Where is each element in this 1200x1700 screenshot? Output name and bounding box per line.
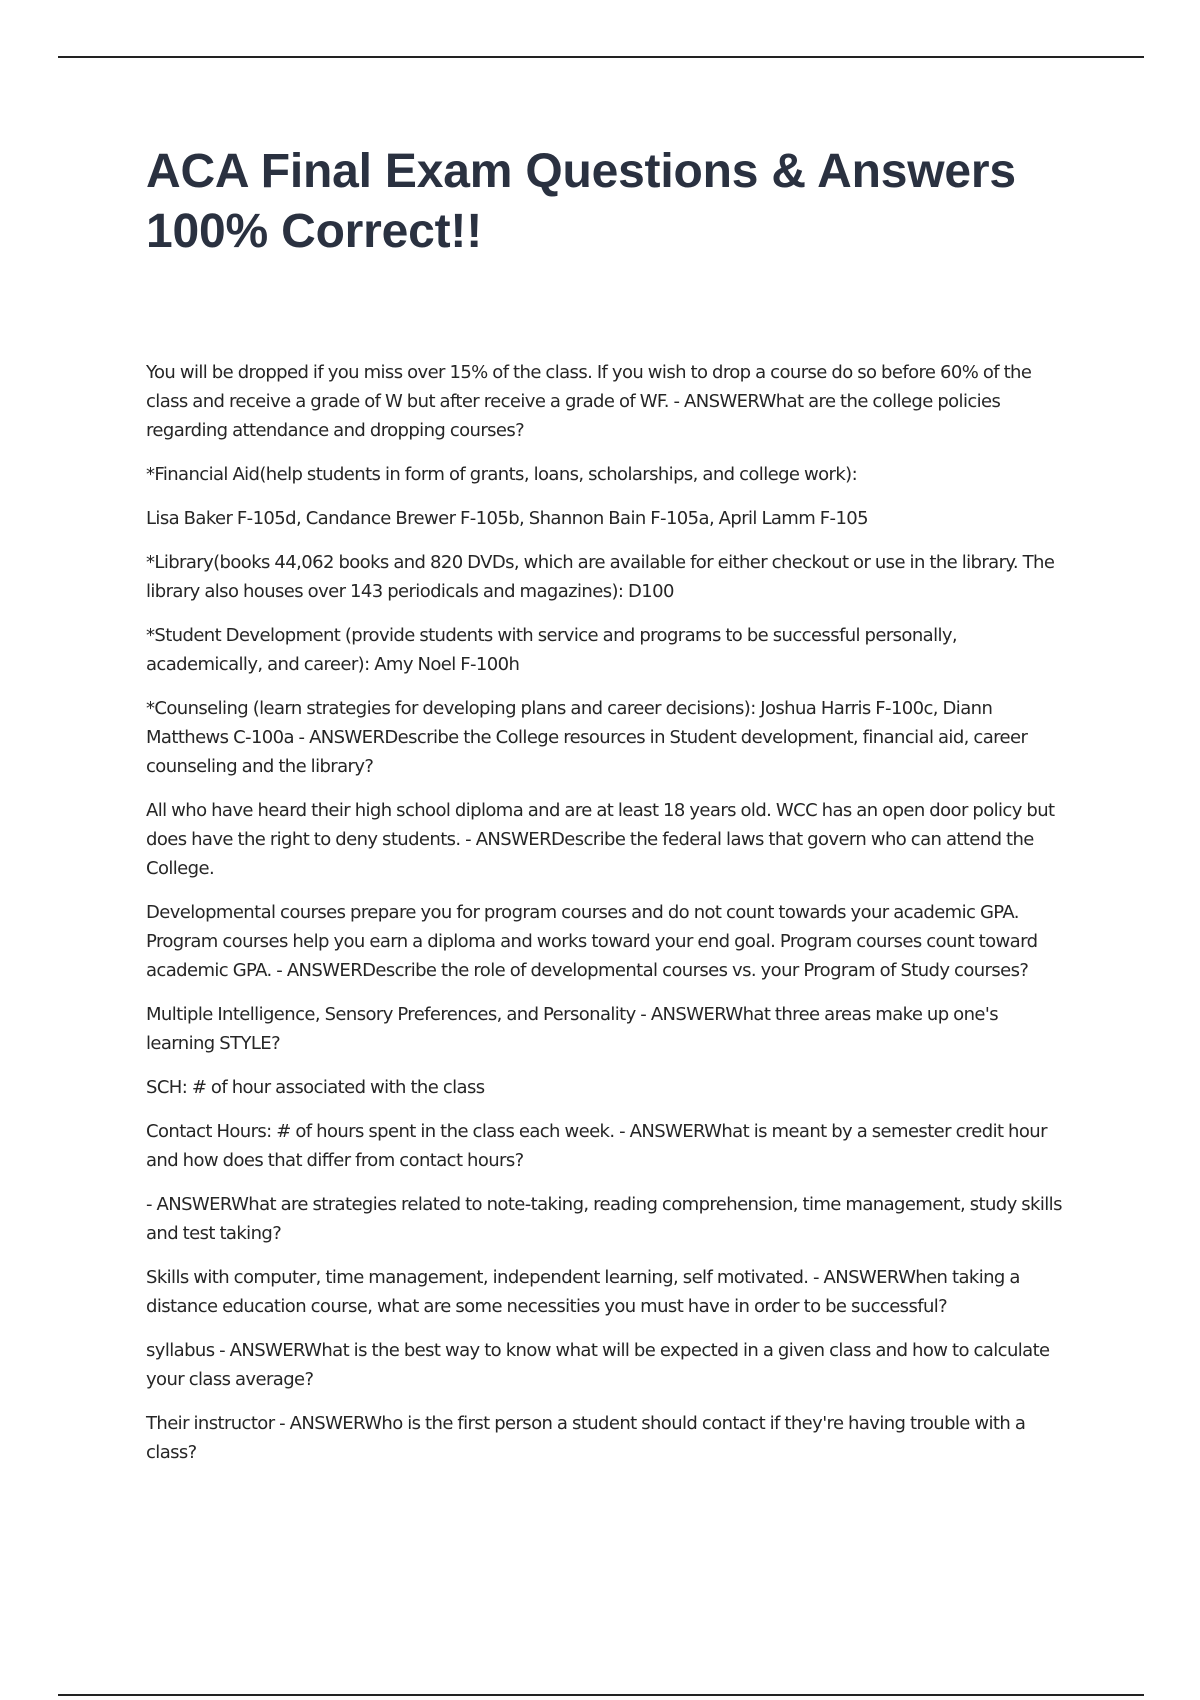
qa-entry: Multiple Intelligence, Sensory Preferences, and Personality - ANSWERWhat three areas make up one's learning STYLE? xyxy=(146,1004,998,1054)
qa-entry: - ANSWERWhat are strategies related to note-taking, reading comprehension, time management, study skills and test taking? xyxy=(146,1194,1062,1244)
qa-entry: *Financial Aid(help students in form of grants, loans, scholarships, and college work): xyxy=(146,464,858,485)
qa-entry: Their instructor - ANSWERWho is the first person a student should contact if they're having trouble with a class? xyxy=(146,1413,1026,1463)
qa-entry: Skills with computer, time management, independent learning, self motivated. - ANSWERWhen taking a distance education course, what are some necessities you must have in order to be successful? xyxy=(146,1267,1020,1317)
qa-entry: Contact Hours: # of hours spent in the class each week. - ANSWERWhat is meant by a semester credit hour and how does that differ from contact hours? xyxy=(146,1121,1047,1171)
document-page xyxy=(146,142,1066,1482)
qa-entry: Lisa Baker F-105d, Candance Brewer F-105b, Shannon Bain F-105a, April Lamm F-105 xyxy=(146,508,869,529)
qa-entry: You will be dropped if you miss over 15% of the class. If you wish to drop a course do so before 60% of the class and receive a grade of W but after receive a grade of WF. - ANSWERWhat are the college policies regarding attendance and dropping courses? xyxy=(146,362,1032,441)
qa-entry: Developmental courses prepare you for program courses and do not count towards your academic GPA. Program courses help you earn a diploma and works toward your end goal. Program courses count toward academic GPA. - ANSWERDescribe the role of developmental courses vs. your Program of Study courses? xyxy=(146,902,1038,981)
top-rule xyxy=(58,56,1144,58)
qa-entry: SCH: # of hour associated with the class xyxy=(146,1077,485,1098)
qa-entry: syllabus - ANSWERWhat is the best way to know what will be expected in a given class and how to calculate your class average? xyxy=(146,1340,1050,1390)
bottom-rule xyxy=(58,1694,1144,1696)
qa-entry: *Counseling (learn strategies for developing plans and career decisions): Joshua Harris F-100c, Diann Matthews C-100a - ANSWERDescribe the College resources in Student development, financial aid, career counseling and the library? xyxy=(146,698,1028,777)
document-title: ACA Final Exam Questions & Answers 100% Correct!! xyxy=(146,145,1016,258)
qa-entry: *Library(books 44,062 books and 820 DVDs, which are available for either checkout or use in the library. The library also houses over 143 periodicals and magazines): D100 xyxy=(146,552,1055,602)
qa-entry: All who have heard their high school diploma and are at least 18 years old. WCC has an open door policy but does have the right to deny students. - ANSWERDescribe the federal laws that govern who can attend the College. xyxy=(146,800,1055,879)
qa-entry: *Student Development (provide students with service and programs to be successful personally, academically, and career): Amy Noel F-100h xyxy=(146,625,958,675)
question-answer-list xyxy=(146,358,1066,1467)
